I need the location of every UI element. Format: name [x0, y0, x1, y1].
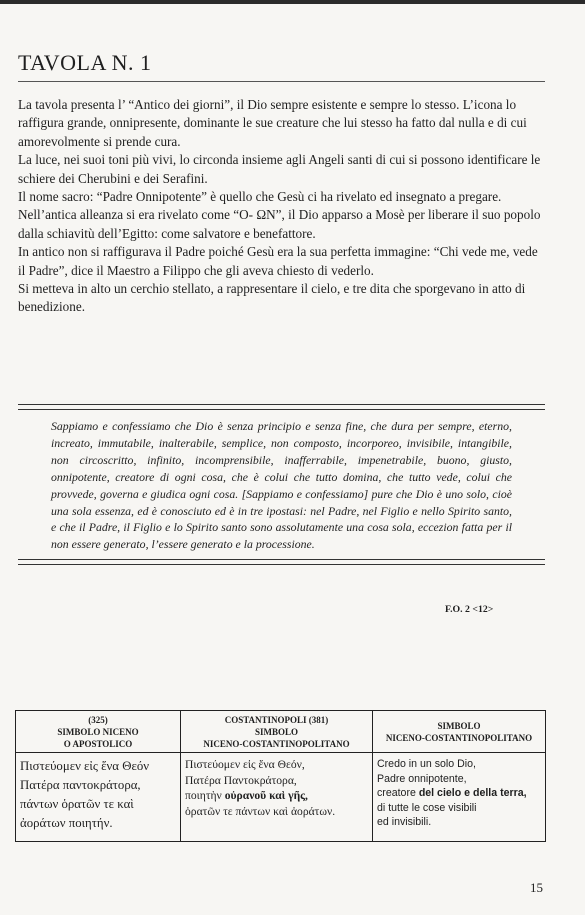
- table-row: [16, 753, 546, 842]
- col-header-italiano: [373, 711, 546, 753]
- intro-paragraph: Il nome sacro: “Padre Onnipotente” è quello che Gesù ci ha rivelato ed insegnato a pregare.: [18, 189, 502, 205]
- top-border: [0, 0, 585, 4]
- bold-text-span: οὐρανοῦ καὶ γῆς,: [224, 789, 308, 802]
- text-line: Πιστεύομεν εἰς ἕνα Θεόν,: [185, 758, 305, 771]
- greek-constantinopolitan-cell: [181, 753, 373, 842]
- text-line: Πατέρα παντοκράτορα,: [20, 778, 141, 792]
- col-header-niceno: [16, 711, 181, 753]
- page-number: 15: [530, 880, 543, 895]
- source-reference: F.O. 2 <12>: [445, 604, 494, 615]
- text-line: πάντων ὁρατῶν τε καὶ: [20, 797, 134, 811]
- greek-nicene-cell: [16, 753, 181, 842]
- intro-paragraph: La tavola presenta l’ “Antico dei giorni”, il Dio sempre esistente e sempre lo stesso. L’icona lo raffigura grande, onnipresente, dominante le sue creature che lui stesso ha fatto dal nulla e di cui amorevolmente si prende cura.: [18, 97, 527, 149]
- table-header-row: [16, 711, 546, 753]
- intro-paragraph: In antico non si raffigurava il Padre poiché Gesù era la sua perfetta immagine: “Chi vede me, vede il Padre”, dice il Maestro a Filippo che gli aveva chiesto di vederlo.: [18, 244, 538, 278]
- quote-box: [18, 404, 545, 565]
- header-line: SIMBOLO: [254, 727, 298, 737]
- header-line: COSTANTINOPOLI (381): [224, 715, 329, 725]
- text-line: di tutte le cose visibili: [377, 801, 477, 814]
- header-line: SIMBOLO NICENO: [57, 727, 139, 737]
- text-line: ὁρατῶν τε πάντων καὶ ἀοράτων.: [185, 804, 336, 818]
- italian-creed-cell: [373, 753, 546, 842]
- text-span: ποιητὴν: [185, 789, 225, 802]
- intro-paragraph: Si metteva in alto un cerchio stellato, a rappresentare il cielo, e tre dita che sporgevano in atto di benedizione.: [18, 281, 526, 315]
- text-line: [185, 788, 369, 804]
- bold-text-span: del cielo e della terra,: [418, 787, 527, 799]
- text-line: ἀοράτων ποιητήν.: [20, 816, 113, 830]
- header-line: O APOSTOLICO: [63, 739, 133, 749]
- text-span: creatore: [377, 787, 419, 799]
- text-line: ed invisibili.: [377, 816, 432, 828]
- text-line: Padre onnipotente,: [377, 772, 467, 785]
- intro-paragraph: Nell’antica alleanza si era rivelato come “O- ΩN”, il Dio apparso a Mosè per liberare il suo popolo dalla schiavitù dell’Egitto: come salvatore e benefattore.: [18, 207, 541, 241]
- page-title: TAVOLA N. 1: [18, 50, 152, 75]
- text-line: Credo in un solo Dio,: [377, 758, 476, 770]
- quote-text: Sappiamo e confessiamo che Dio è senza principio e senza fine, che dura per sempre, eterno, increato, immutabile, inalterabile, semplice, non composto, incorporeo, invisibile, intangibile, non circoscritto, infinito, incomprensibile, inafferrabile, impenetrabile, buono, giusto, onnipotente, creatore di ogni cosa, che è colui che tutto domina, che tutto vede, colui che provvede, governa e giudica ogni cosa. [Sappiamo e confessiamo] pure che Dio è uno solo, cioè una sola essenza, ed è conosciuto ed è in tre ipostasi: nel Padre, nel Figlio e nello Spirito santo, e che il Padre, il Figlio e lo Spirito santo sono assolutamente una cosa sola, eccezion fatta per il non essere generato, l’essere generato e la processione.: [51, 419, 512, 552]
- text-line: Πατέρα Παντοκράτορα,: [185, 773, 297, 787]
- col-header-costantinopoli: [181, 711, 373, 753]
- text-line: Πιστεύομεν εἰς ἕνα Θεόν: [20, 759, 149, 773]
- header-line: (325): [88, 715, 108, 725]
- title-rule: [18, 81, 545, 82]
- quote-bottom-rule: [18, 559, 545, 565]
- creed-table: [15, 710, 546, 842]
- header-line: NICENO-COSTANTINOPOLITANO: [203, 739, 350, 749]
- intro-paragraph: La luce, nei suoi toni più vivi, lo circonda insieme agli Angeli santi di cui si possono identificare le schiere dei Cherubini e dei Serafini.: [18, 152, 541, 186]
- header-line: NICENO-COSTANTINOPOLITANO: [385, 733, 533, 743]
- intro-text: [18, 96, 548, 317]
- header-line: SIMBOLO: [437, 721, 481, 731]
- text-line: [377, 786, 542, 801]
